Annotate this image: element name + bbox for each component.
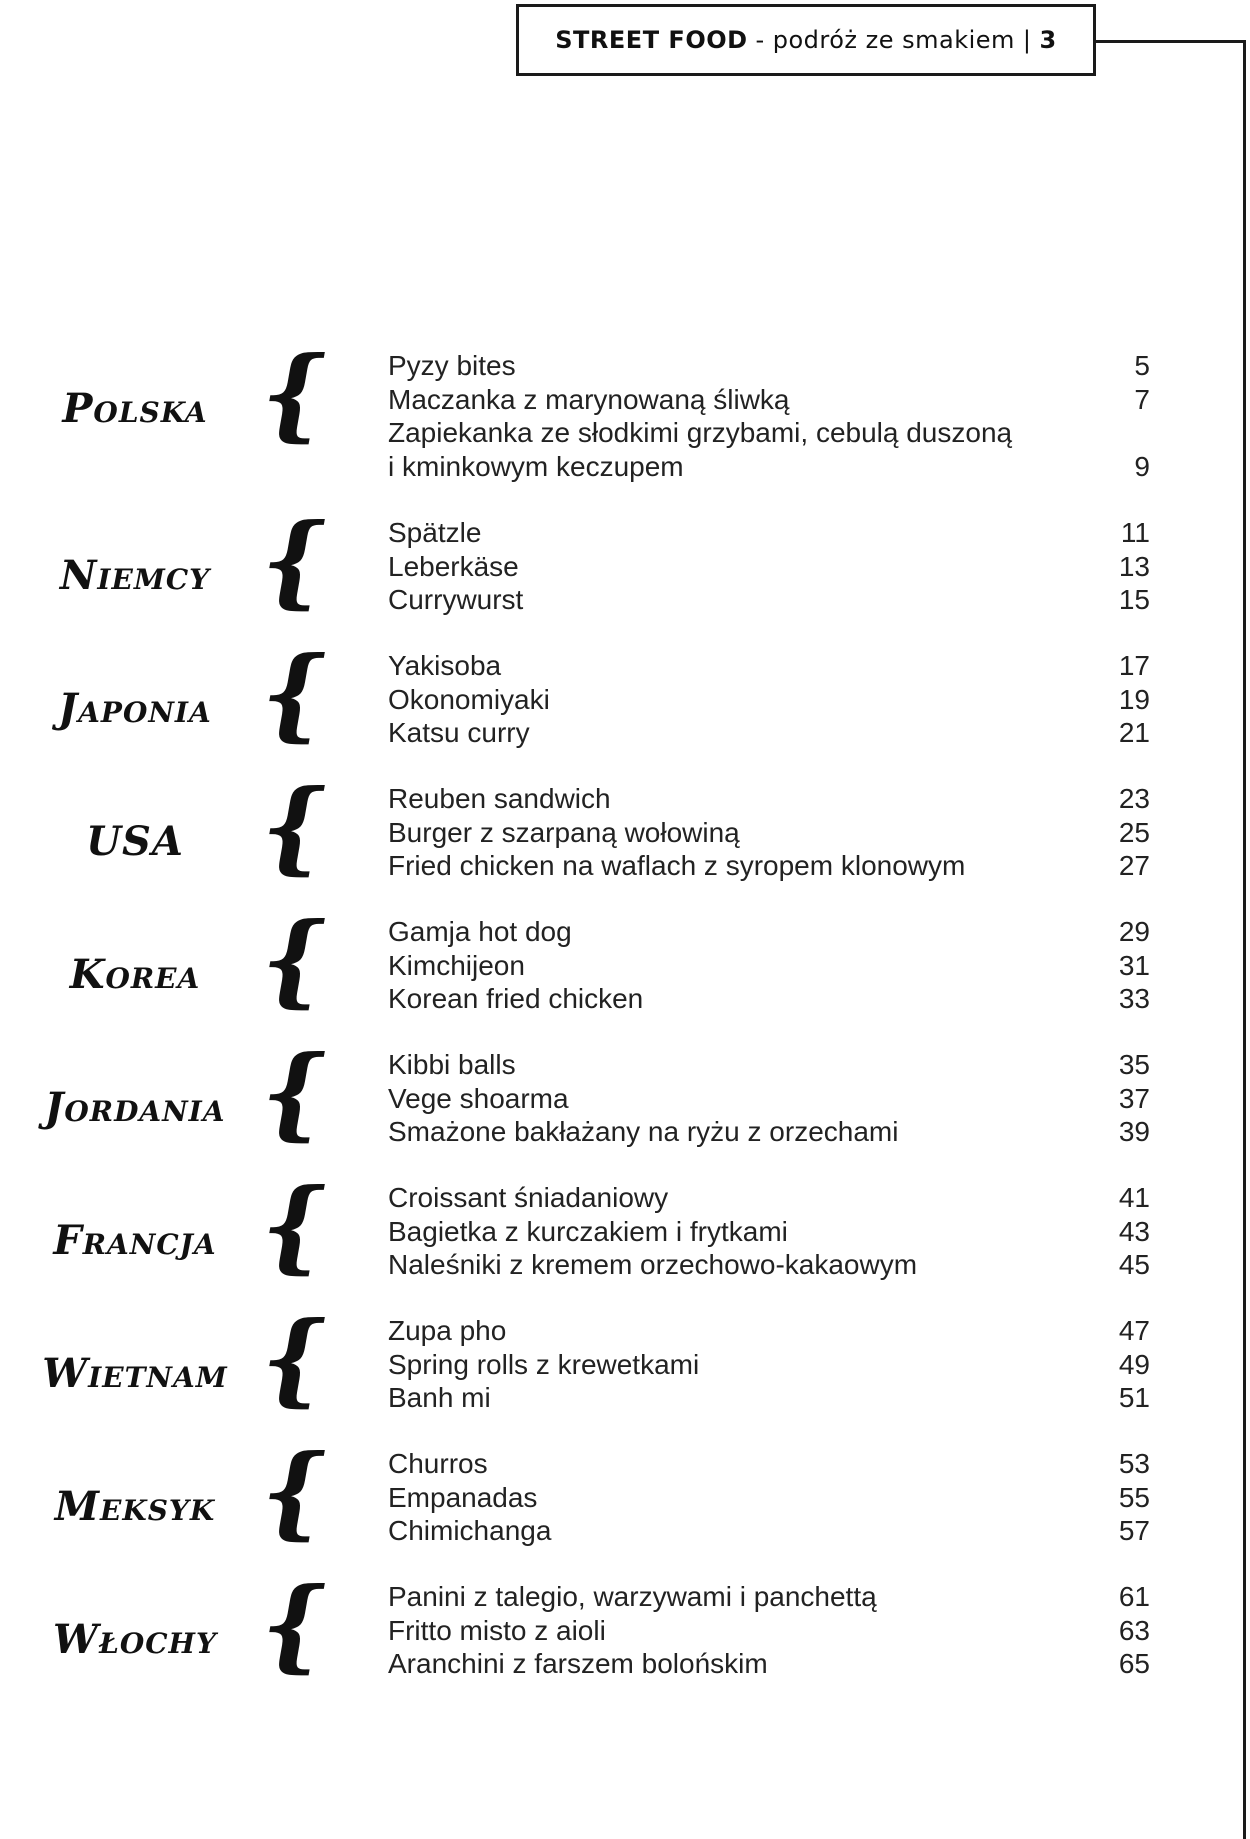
dish-name: Okonomiyaki bbox=[388, 683, 550, 715]
dish-list bbox=[388, 349, 1150, 483]
dish-name: Chimichanga bbox=[388, 1515, 552, 1546]
toc-entry[interactable] bbox=[388, 915, 1150, 949]
dish-name: Aranchini z farszem bolońskim bbox=[388, 1648, 768, 1679]
dish-page: 5 bbox=[1134, 350, 1150, 381]
toc-entry[interactable] bbox=[388, 349, 1150, 383]
curly-brace-icon: { bbox=[251, 767, 338, 885]
country-heading: Wietnam bbox=[42, 1350, 228, 1397]
toc-entry[interactable] bbox=[388, 1514, 1150, 1548]
dish-name: Vege shoarma bbox=[388, 1082, 569, 1114]
dish-name: Zupa pho bbox=[388, 1315, 507, 1346]
dish-page: 63 bbox=[1118, 1614, 1150, 1646]
curly-brace-icon: { bbox=[251, 1565, 338, 1683]
curly-brace-icon: { bbox=[251, 1299, 338, 1417]
dish-page: 29 bbox=[1118, 916, 1150, 947]
toc-entry[interactable] bbox=[388, 949, 1150, 983]
dish-list bbox=[388, 1048, 1150, 1149]
curly-brace-icon: { bbox=[251, 1432, 338, 1550]
dish-page: 9 bbox=[1134, 450, 1150, 482]
dish-name: Yakisoba bbox=[388, 650, 502, 681]
dish-page: 33 bbox=[1118, 983, 1150, 1014]
curly-brace-icon: { bbox=[251, 1166, 338, 1284]
country-heading: Meksyk bbox=[54, 1483, 216, 1530]
toc-entry[interactable] bbox=[388, 516, 1150, 550]
toc-section bbox=[0, 634, 1200, 769]
dish-page: 7 bbox=[1134, 383, 1150, 415]
dish-name: Naleśniki z kremem orzechowo-kakaowym bbox=[388, 1249, 918, 1280]
dish-page: 55 bbox=[1118, 1481, 1150, 1513]
dish-list bbox=[388, 1314, 1150, 1415]
dish-list bbox=[388, 915, 1150, 1016]
toc-section bbox=[0, 1166, 1200, 1301]
dish-name: Leberkäse bbox=[388, 550, 519, 582]
country-heading: Japonia bbox=[58, 685, 212, 732]
curly-brace-icon: { bbox=[251, 1033, 338, 1151]
country-heading: Polska bbox=[62, 385, 208, 432]
dish-list bbox=[388, 1447, 1150, 1548]
toc-entry[interactable] bbox=[388, 649, 1150, 683]
toc-entry[interactable] bbox=[388, 1447, 1150, 1481]
curly-brace-icon: { bbox=[251, 501, 338, 619]
dish-page: 17 bbox=[1118, 650, 1150, 681]
toc-entry[interactable] bbox=[388, 716, 1150, 750]
toc-section bbox=[0, 1565, 1200, 1700]
dish-page: 65 bbox=[1118, 1648, 1150, 1679]
dish-name: Fried chicken na waflach z syropem klonowym bbox=[388, 850, 966, 881]
dish-page: 51 bbox=[1118, 1382, 1150, 1413]
toc-section bbox=[0, 1432, 1200, 1567]
dish-name: Currywurst bbox=[388, 584, 524, 615]
toc-section bbox=[0, 1299, 1200, 1434]
dish-page: 23 bbox=[1118, 783, 1150, 814]
dish-name: Reuben sandwich bbox=[388, 783, 611, 814]
dish-page: 37 bbox=[1118, 1082, 1150, 1114]
toc-section bbox=[0, 1033, 1200, 1168]
page-header bbox=[516, 4, 1096, 76]
dish-page: 21 bbox=[1118, 717, 1150, 748]
dish-page: 11 bbox=[1120, 517, 1150, 548]
dish-page: 27 bbox=[1118, 850, 1150, 881]
curly-brace-icon: { bbox=[251, 334, 338, 452]
dish-name: Burger z szarpaną wołowiną bbox=[388, 816, 740, 848]
toc-entry[interactable] bbox=[388, 849, 1150, 883]
dish-page: 35 bbox=[1118, 1049, 1150, 1080]
dish-name: Zapiekanka ze słodkimi grzybami, cebulą duszoną bbox=[388, 417, 1013, 448]
toc-entry[interactable] bbox=[388, 1381, 1150, 1415]
dish-name: i kminkowym keczupem bbox=[388, 450, 684, 482]
toc-entry[interactable] bbox=[388, 1614, 1150, 1648]
dish-list bbox=[388, 516, 1150, 617]
country-heading: Korea bbox=[69, 951, 201, 998]
dish-name: Fritto misto z aioli bbox=[388, 1614, 606, 1646]
dish-name: Banh mi bbox=[388, 1382, 491, 1413]
dish-name: Kimchijeon bbox=[388, 949, 525, 981]
dish-name: Bagietka z kurczakiem i frytkami bbox=[388, 1215, 788, 1247]
dish-list bbox=[388, 1580, 1150, 1681]
dish-page: 61 bbox=[1118, 1581, 1150, 1612]
toc-entry[interactable] bbox=[388, 1314, 1150, 1348]
dish-page: 49 bbox=[1118, 1348, 1150, 1380]
curly-brace-icon: { bbox=[251, 900, 338, 1018]
country-heading: Jordania bbox=[44, 1084, 226, 1131]
toc-entry[interactable] bbox=[388, 450, 1150, 484]
title-separator: - bbox=[755, 26, 765, 54]
country-heading: Niemcy bbox=[59, 552, 211, 599]
toc-entry[interactable] bbox=[388, 1481, 1150, 1515]
toc-entry[interactable] bbox=[388, 1348, 1150, 1382]
dish-name: Spring rolls z krewetkami bbox=[388, 1348, 700, 1380]
dish-page: 43 bbox=[1118, 1215, 1150, 1247]
toc-entry[interactable] bbox=[388, 782, 1150, 816]
dish-page: 45 bbox=[1118, 1249, 1150, 1280]
dish-page: 19 bbox=[1118, 683, 1150, 715]
dish-name: Churros bbox=[388, 1448, 488, 1479]
toc-section bbox=[0, 767, 1200, 902]
toc-entry[interactable] bbox=[388, 583, 1150, 617]
toc-section bbox=[0, 900, 1200, 1035]
dish-page: 31 bbox=[1118, 949, 1150, 981]
book-title: STREET FOOD bbox=[555, 26, 748, 54]
dish-name: Smażone bakłażany na ryżu z orzechami bbox=[388, 1116, 899, 1147]
dish-name: Maczanka z marynowaną śliwką bbox=[388, 383, 790, 415]
toc-entry[interactable] bbox=[388, 550, 1150, 584]
dish-page: 13 bbox=[1118, 550, 1150, 582]
header-divider: | bbox=[1022, 26, 1032, 54]
dish-list bbox=[388, 782, 1150, 883]
toc-entry[interactable] bbox=[388, 416, 1150, 450]
dish-page: 53 bbox=[1118, 1448, 1150, 1479]
toc-entry[interactable] bbox=[388, 1215, 1150, 1249]
country-heading: USA bbox=[86, 818, 184, 865]
book-subtitle: podróż ze smakiem bbox=[772, 26, 1015, 54]
dish-page: 25 bbox=[1118, 816, 1150, 848]
page-number: 3 bbox=[1039, 26, 1057, 54]
toc-entry[interactable] bbox=[388, 816, 1150, 850]
toc-entry[interactable] bbox=[388, 1082, 1150, 1116]
country-heading: Włochy bbox=[53, 1616, 217, 1663]
dish-name: Katsu curry bbox=[388, 717, 530, 748]
frame-line-horizontal bbox=[1096, 40, 1246, 43]
dish-page: 15 bbox=[1118, 584, 1150, 615]
dish-name: Spätzle bbox=[388, 517, 482, 548]
toc-entry[interactable] bbox=[388, 1048, 1150, 1082]
dish-name: Pyzy bites bbox=[388, 350, 516, 381]
dish-page: 41 bbox=[1118, 1182, 1150, 1213]
toc-entry[interactable] bbox=[388, 383, 1150, 417]
frame-line-vertical bbox=[1243, 40, 1246, 1839]
dish-name: Gamja hot dog bbox=[388, 916, 572, 947]
toc-entry[interactable] bbox=[388, 1647, 1150, 1681]
toc-entry[interactable] bbox=[388, 1181, 1150, 1215]
dish-page: 39 bbox=[1118, 1116, 1150, 1147]
toc-entry[interactable] bbox=[388, 982, 1150, 1016]
toc-section bbox=[0, 501, 1200, 636]
toc-section bbox=[0, 334, 1200, 482]
dish-name: Panini z talegio, warzywami i panchettą bbox=[388, 1581, 877, 1612]
toc-entry[interactable] bbox=[388, 1248, 1150, 1282]
dish-page: 47 bbox=[1118, 1315, 1150, 1346]
dish-page: 57 bbox=[1118, 1515, 1150, 1546]
toc-entry[interactable] bbox=[388, 1580, 1150, 1614]
toc-entry[interactable] bbox=[388, 1115, 1150, 1149]
country-heading: Francja bbox=[53, 1217, 217, 1264]
dish-name: Kibbi balls bbox=[388, 1049, 516, 1080]
dish-list bbox=[388, 1181, 1150, 1282]
dish-name: Empanadas bbox=[388, 1481, 538, 1513]
curly-brace-icon: { bbox=[251, 634, 338, 752]
toc-entry[interactable] bbox=[388, 683, 1150, 717]
dish-name: Croissant śniadaniowy bbox=[388, 1182, 669, 1213]
dish-name: Korean fried chicken bbox=[388, 983, 644, 1014]
dish-list bbox=[388, 649, 1150, 750]
